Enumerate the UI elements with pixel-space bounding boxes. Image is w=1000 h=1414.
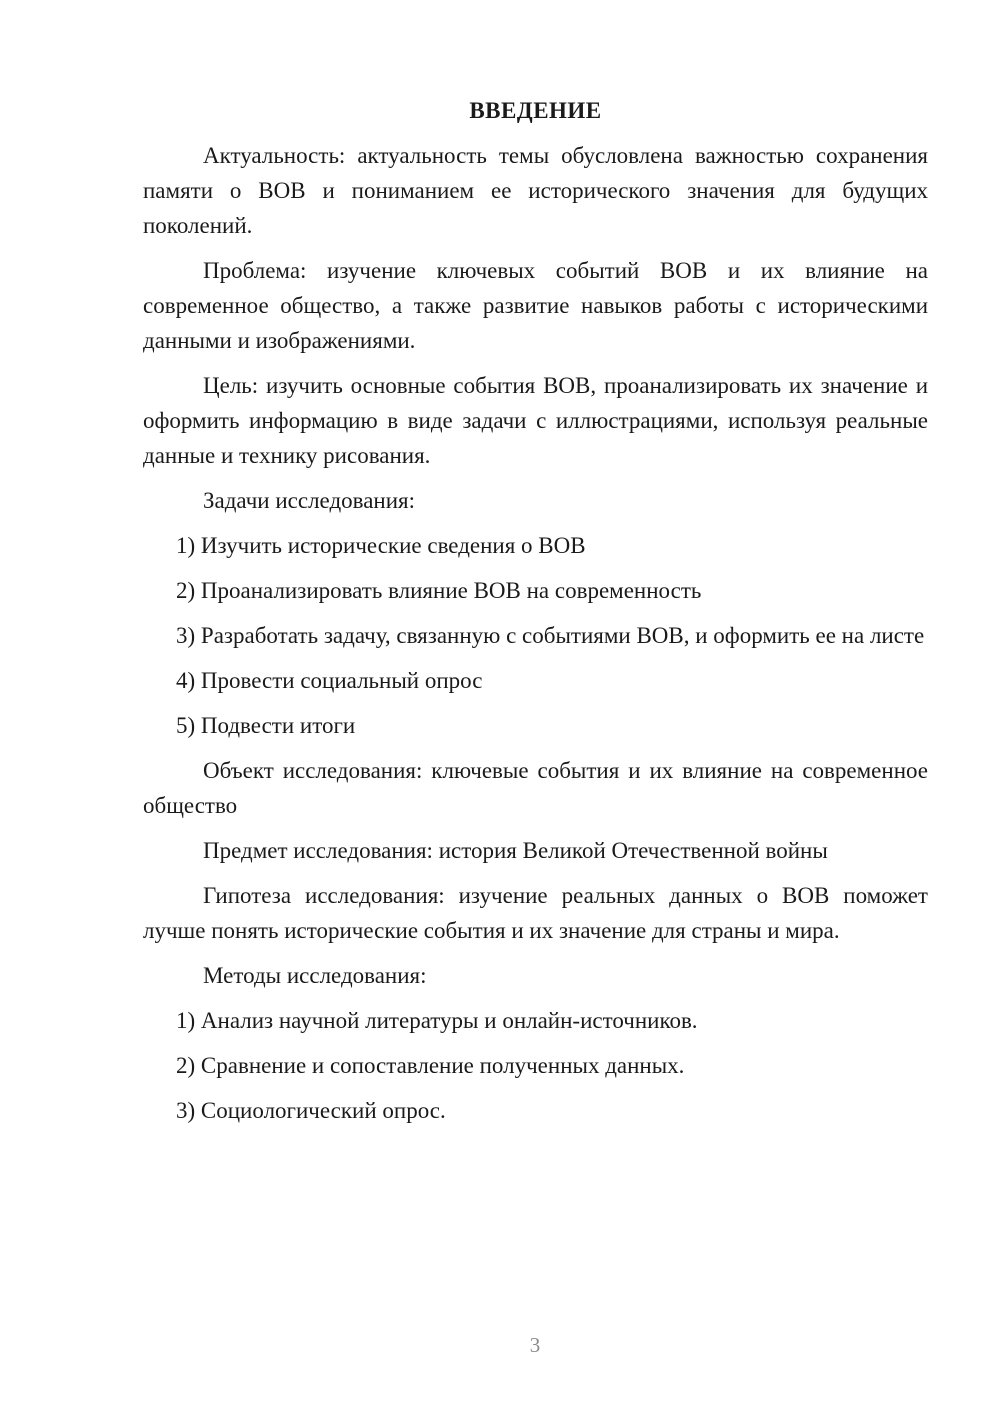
tasks-title: Задачи исследования: bbox=[203, 488, 416, 513]
method-item: 1) Анализ научной литературы и онлайн-источников. bbox=[176, 1008, 698, 1033]
methods-title: Методы исследования: bbox=[203, 963, 427, 988]
page-content bbox=[143, 93, 928, 1138]
task-item: 5) Подвести итоги bbox=[176, 713, 356, 738]
task-item: 1) Изучить исторические сведения о ВОВ bbox=[176, 533, 586, 558]
method-item: 3) Социологический опрос. bbox=[176, 1098, 446, 1123]
problem-paragraph: Проблема: изучение ключевых событий ВОВ и их влияние на современное общество, а также развитие навыков работы с историческими данными и изображениями. bbox=[143, 258, 928, 353]
hypothesis-paragraph: Гипотеза исследования: изучение реальных данных о ВОВ поможет лучше понять исторические события и их значение для страны и мира. bbox=[143, 883, 928, 943]
task-item: 3) Разработать задачу, связанную с событиями ВОВ, и оформить ее на листе bbox=[176, 623, 925, 648]
relevance-paragraph: Актуальность: актуальность темы обусловлена важностью сохранения памяти о ВОВ и пониманием ее исторического значения для будущих поколений. bbox=[143, 143, 928, 238]
method-item: 2) Сравнение и сопоставление полученных данных. bbox=[176, 1053, 685, 1078]
subject-paragraph: Предмет исследования: история Великой Отечественной войны bbox=[203, 838, 828, 863]
object-paragraph: Объект исследования: ключевые события и их влияние на современное общество bbox=[143, 758, 928, 818]
task-item: 2) Проанализировать влияние ВОВ на современность bbox=[176, 578, 702, 603]
page-number: 3 bbox=[529, 1333, 541, 1357]
goal-paragraph: Цель: изучить основные события ВОВ, проанализировать их значение и оформить информацию в виде задачи с иллюстрациями, используя реальные данные и технику рисования. bbox=[143, 373, 928, 468]
section-heading: ВВЕДЕНИЕ bbox=[469, 98, 602, 123]
task-item: 4) Провести социальный опрос bbox=[176, 668, 483, 693]
